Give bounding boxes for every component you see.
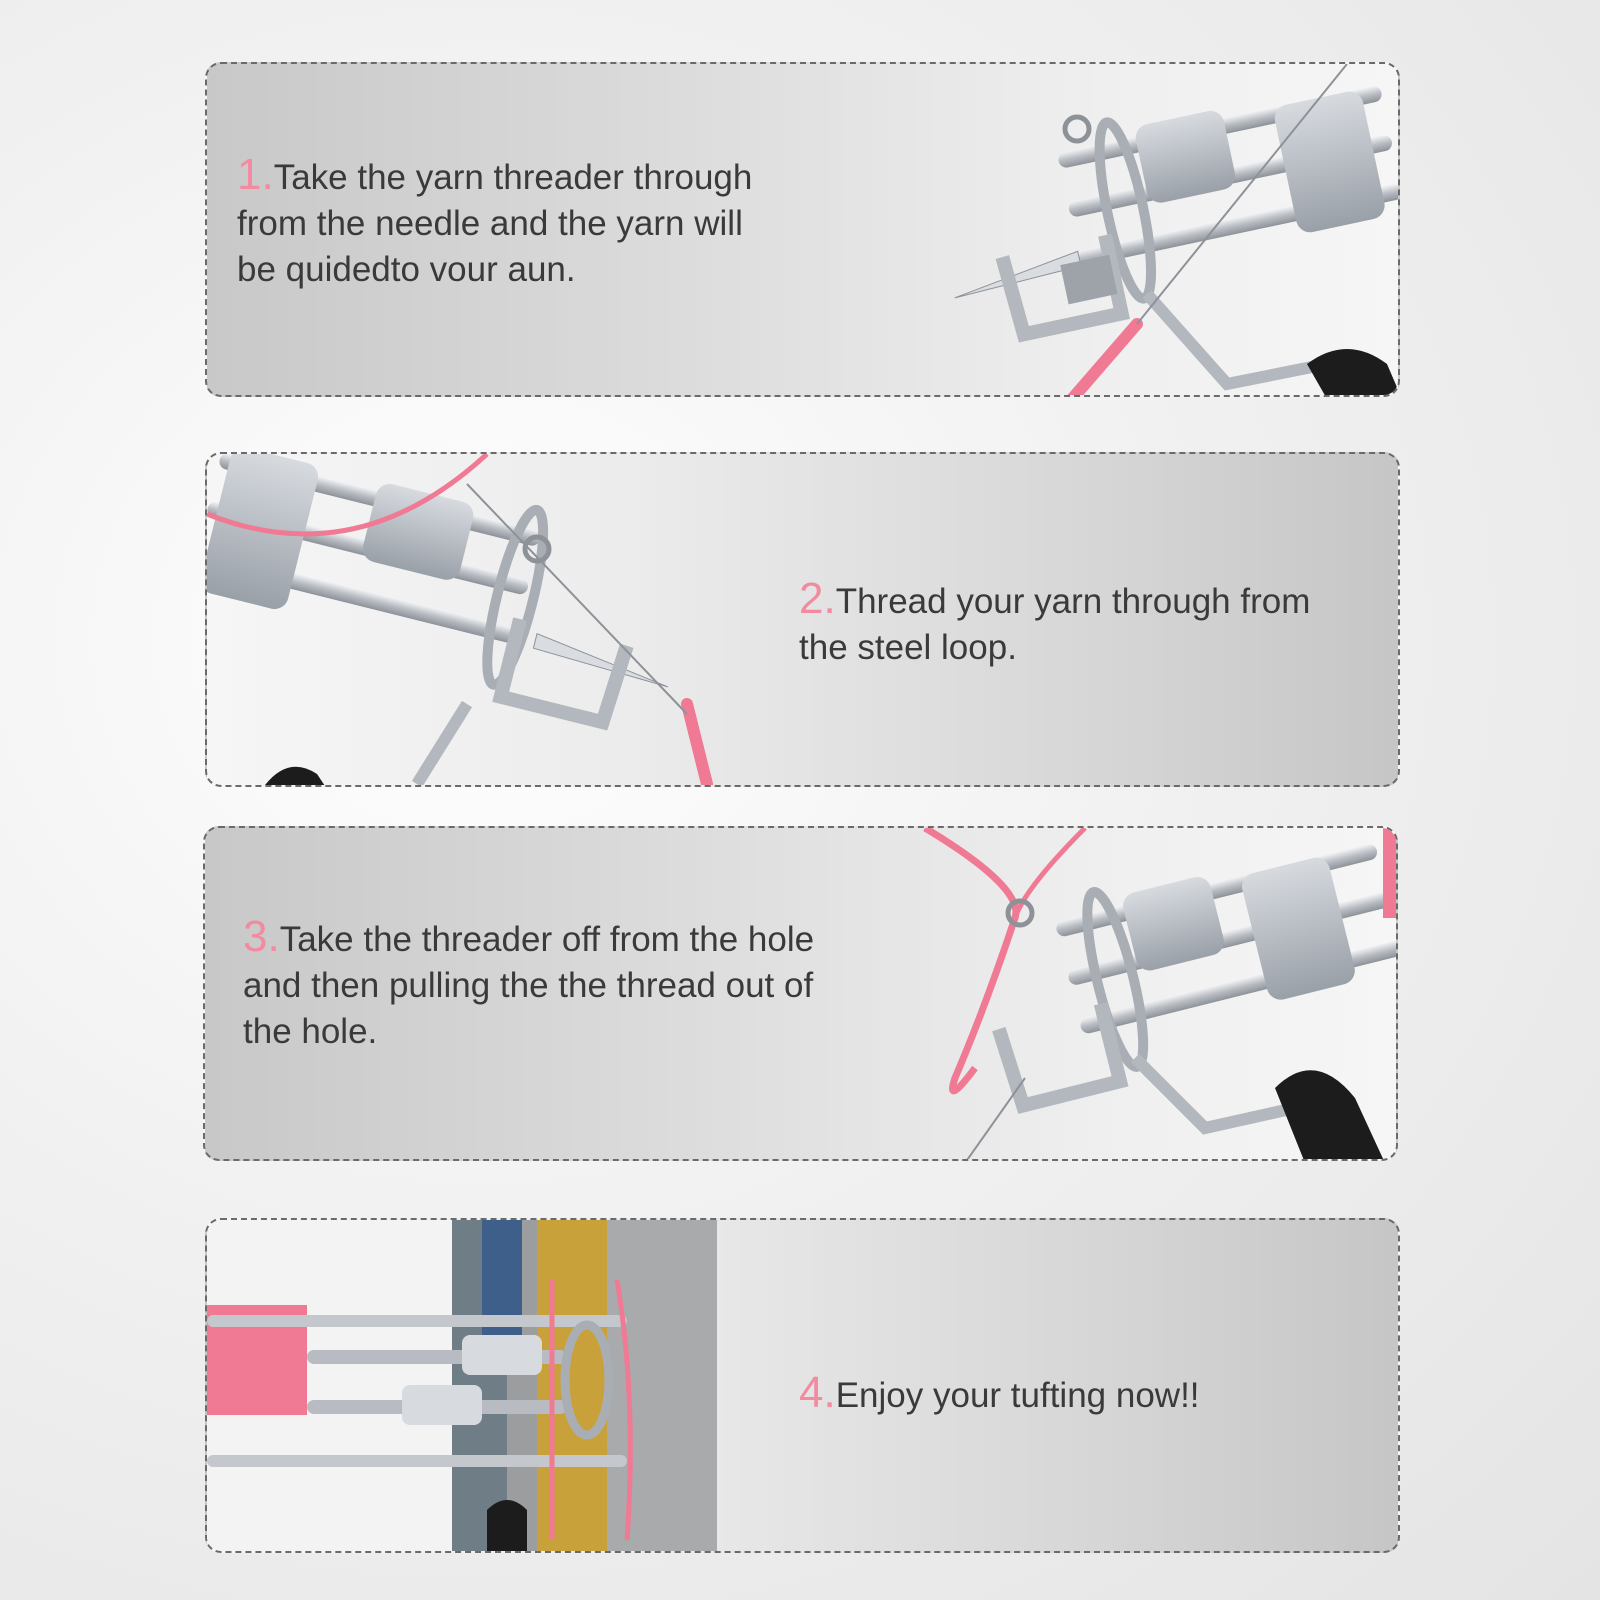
step-2-number: 2.	[799, 574, 836, 623]
step-1-panel	[205, 62, 1400, 397]
step-4-text	[799, 1370, 1200, 1419]
step-4-number: 4.	[799, 1368, 836, 1417]
step-2-panel	[205, 452, 1400, 787]
step-4-panel	[205, 1218, 1400, 1553]
step-3-line-1: Take the threader off from the hole	[279, 920, 815, 959]
step-2-line-1: Thread your yarn through from	[835, 582, 1311, 621]
step-2-line-2: the steel loop.	[799, 628, 1017, 667]
step-1-line-2: from the needle and the yarn will	[237, 204, 743, 243]
step-3-line-2: and then pulling the the thread out of	[243, 966, 814, 1005]
step-1-line-1: Take the yarn threader through	[273, 158, 753, 197]
step-3-text	[243, 914, 814, 1055]
tufting-gun-image-3	[905, 828, 1398, 1161]
tufting-gun-image	[907, 64, 1400, 397]
tufting-gun-image-2	[207, 454, 727, 787]
step-3-number: 3.	[243, 912, 280, 961]
step-4-line-1: Enjoy your tufting now!!	[835, 1376, 1200, 1415]
tufting-gun-on-rug-image	[207, 1220, 717, 1553]
step-1-text	[237, 152, 752, 293]
step-1-number: 1.	[237, 150, 274, 199]
step-3-panel	[203, 826, 1398, 1161]
step-2-text	[799, 576, 1310, 671]
step-3-line-3: the hole.	[243, 1012, 378, 1051]
step-1-line-3: be quidedto vour aun.	[237, 250, 576, 289]
